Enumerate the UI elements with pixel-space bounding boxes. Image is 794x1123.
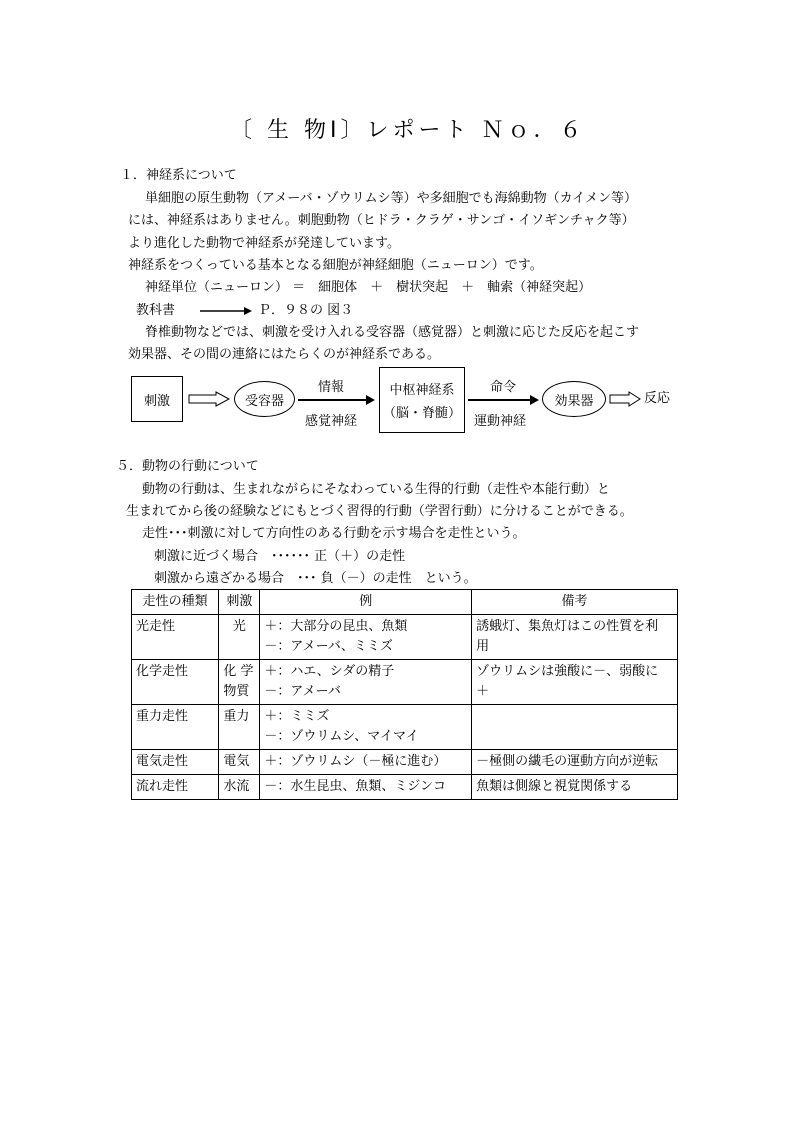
motor-nerve-label: 運動神経 [474, 414, 527, 429]
paragraph-line: 生まれてから後の経験などにもとづく習得的行動（学習行動）に分けることができる。 [126, 504, 633, 519]
cell-note: ゾウリムシは強酸に－、弱酸に ＋ [472, 660, 678, 705]
paragraph-line: 神経系をつくっている基本となる細胞が神経細胞（ニューロン）です。 [128, 258, 543, 273]
hollow-arrow-icon [609, 391, 641, 407]
paragraph-line: 走性･･･刺激に対して方向性のある行動を示す場合を走性という。 [142, 526, 526, 541]
cell-type: 電気走性 [132, 750, 219, 775]
table-row [132, 775, 678, 800]
table-header-row [132, 590, 678, 615]
cns-sublabel: （脳・脊髄） [382, 406, 461, 421]
cns-label: 中枢神経系 [389, 383, 455, 398]
stimulus-box [131, 376, 183, 422]
page-title: 〔 生 物Ⅰ〕レポート Ｎｏ．６ [230, 118, 586, 143]
cell-note: 魚類は側線と視覚関係する [472, 775, 678, 800]
cns-box [379, 367, 465, 433]
paragraph-line: には、神経系はありません。刺胞動物（ヒドラ・クラゲ・サンゴ・イソギンチャク等） [128, 213, 635, 228]
effector-ellipse [542, 381, 606, 417]
table-row [132, 615, 678, 660]
hollow-arrow-icon [188, 391, 230, 407]
table-row [132, 750, 678, 775]
paragraph-line: 刺激から遠ざかる場合 ･･･ 負（－）の走性 という。 [154, 571, 477, 586]
cell-type: 光走性 [132, 615, 219, 660]
paragraph-line: 神経単位（ニューロン） ＝ 細胞体 ＋ 樹状突起 ＋ 軸索（神経突起） [145, 280, 592, 295]
header-type: 走性の種類 [132, 590, 219, 615]
cell-type: 流れ走性 [132, 775, 219, 800]
cell-note: 誘蛾灯、集魚灯はこの性質を利 用 [472, 615, 678, 660]
cell-stimulus: 電気 [219, 750, 260, 775]
effector-label: 効果器 [554, 393, 594, 409]
response-label: 反応 [644, 391, 671, 406]
cell-type: 重力走性 [132, 705, 219, 750]
cell-example: －：水生昆虫、魚類、ミジンコ [260, 775, 472, 800]
paragraph-line: 動物の行動は、生まれながらにそなわっている生得的行動（走性や本能行動）と [142, 482, 610, 497]
table-row [132, 660, 678, 705]
cell-stimulus: 光 [219, 615, 260, 660]
command-label: 命令 [490, 380, 517, 395]
cell-type: 化学走性 [132, 660, 219, 705]
arrow-right-icon [200, 305, 252, 317]
cell-example: ＋：ミミズ －：ゾウリムシ、マイマイ [260, 705, 472, 750]
paragraph-line: より進化した動物で神経系が発達しています。 [128, 236, 400, 251]
textbook-ref: Ｐ．９８の 図３ [258, 303, 354, 318]
header-stimulus: 刺激 [219, 590, 260, 615]
paragraph-line: 脊椎動物などでは、刺激を受け入れる受容器（感覚器）と刺激に応じた反応を起こす [145, 325, 640, 340]
cell-example: ＋：ゾウリムシ（－極に進む） [260, 750, 472, 775]
table-row [132, 705, 678, 750]
arrow-right-icon [298, 394, 376, 406]
cell-example: ＋：大部分の昆虫、魚類 －：アメーバ、ミミズ [260, 615, 472, 660]
header-note: 備考 [472, 590, 678, 615]
cell-stimulus: 化 学 物質 [219, 660, 260, 705]
section5-heading: ５．動物の行動について [116, 459, 259, 474]
info-label: 情報 [318, 380, 345, 395]
cell-example: ＋：ハエ、シダの精子 －：アメーバ [260, 660, 472, 705]
cell-stimulus: 重力 [219, 705, 260, 750]
receptor-ellipse [234, 381, 295, 417]
arrow-right-icon [468, 394, 540, 406]
sensory-nerve-label: 感覚神経 [305, 414, 358, 429]
cell-stimulus: 水流 [219, 775, 260, 800]
header-example: 例 [260, 590, 472, 615]
paragraph-line: 刺激に近づく場合 ･･････ 正（＋）の走性 [154, 549, 406, 564]
taxis-table [131, 589, 678, 800]
cell-note: －極側の繊毛の運動方向が逆転 [472, 750, 678, 775]
cell-note [472, 705, 678, 750]
textbook-label: 教科書 [136, 303, 176, 318]
receptor-label: 受容器 [244, 393, 284, 409]
paragraph-line: 単細胞の原生動物（アメーバ・ゾウリムシ等）や多細胞でも海綿動物（カイメン等） [145, 191, 638, 206]
paragraph-line: 効果器、その間の連絡にはたらくのが神経系である。 [128, 347, 441, 362]
section1-heading: １．神経系について [120, 168, 237, 183]
stimulus-label: 刺激 [143, 393, 170, 409]
